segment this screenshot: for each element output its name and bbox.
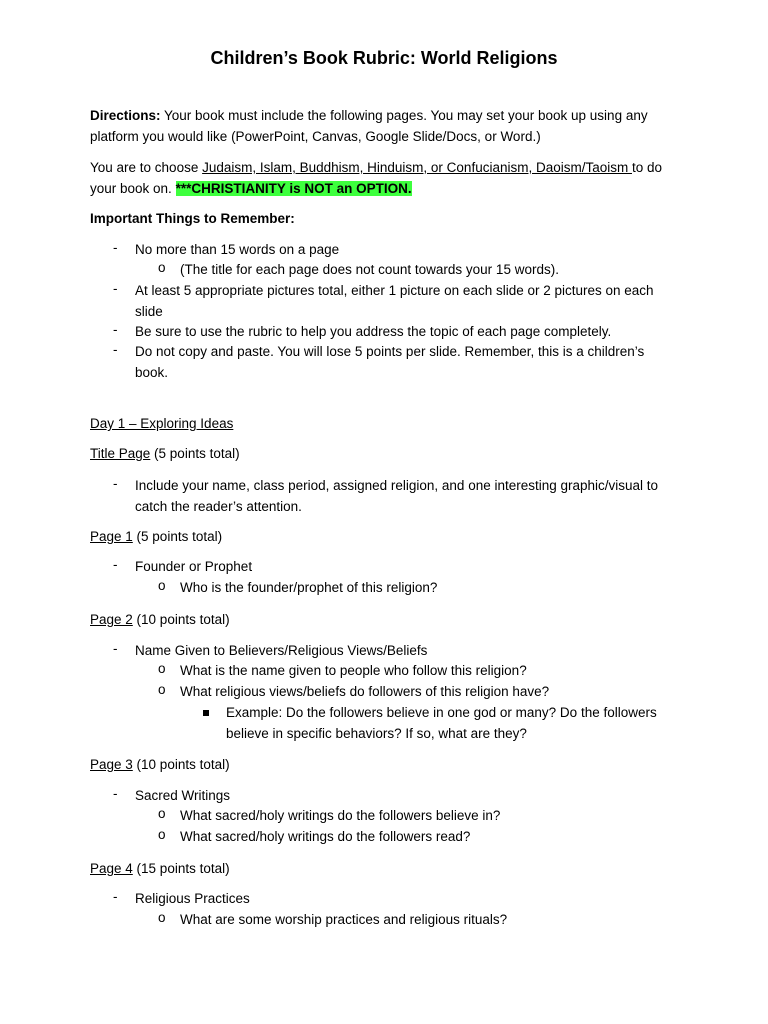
directions-paragraph [90, 106, 680, 147]
section-heading [90, 755, 680, 776]
bullet-circle: o [158, 910, 166, 925]
section-heading [90, 610, 680, 631]
section-points: (10 points total) [132, 757, 230, 772]
section-item: Founder or Prophet [135, 559, 253, 574]
remember-subitem: (The title for each page does not count towards your 15 words). [180, 262, 559, 277]
section-points: (15 points total) [132, 861, 230, 876]
remember-item: At least 5 appropriate pictures total, either 1 picture on each slide or 2 pictures on each slide [135, 283, 654, 319]
section-subitem: What are some worship practices and religious rituals? [180, 912, 508, 927]
bullet-circle: o [158, 806, 166, 821]
bullet-circle: o [158, 260, 166, 275]
section-subsubitem: Example: Do the followers believe in one god or many? Do the followers believe in specific behaviors? If so, what are they? [226, 705, 657, 741]
bullet-dash: - [113, 281, 118, 296]
section-points: (5 points total) [132, 529, 223, 544]
bullet-dash: - [113, 889, 118, 904]
section-subitem: Who is the founder/prophet of this religion? [180, 580, 438, 595]
day1-heading: Day 1 – Exploring Ideas [90, 416, 234, 431]
directions-text: Your book must include the following pages. You may set your book up using any platform you would like (PowerPoint, Canvas, Google Slide/Docs, or Word.) [90, 108, 648, 144]
section-subitem: What religious views/beliefs do followers of this religion have? [180, 684, 550, 699]
choose-prefix: You are to choose [90, 160, 203, 175]
bullet-dash: - [113, 641, 118, 656]
bullet-dash: - [113, 322, 118, 337]
document-title: Children’s Book Rubric: World Religions [210, 48, 558, 68]
section-title: Page 3 [90, 757, 133, 772]
section-item: Name Given to Believers/Religious Views/Beliefs [135, 643, 428, 658]
bullet-dash: - [113, 786, 118, 801]
section-subitem: What sacred/holy writings do the followers read? [180, 829, 471, 844]
section-title: Page 2 [90, 612, 133, 627]
section-title: Page 4 [90, 861, 133, 876]
remember-heading: Important Things to Remember: [90, 211, 295, 226]
bullet-circle: o [158, 661, 166, 676]
bullet-circle: o [158, 578, 166, 593]
religion-options: Judaism, Islam, Buddhism, Hinduism, or Confucianism, Daoism/Taoism [202, 160, 632, 175]
section-item: Sacred Writings [135, 788, 231, 803]
bullet-dash: - [113, 342, 118, 357]
remember-item: Be sure to use the rubric to help you address the topic of each page completely. [135, 324, 612, 339]
section-heading [90, 527, 680, 548]
bullet-dash: - [113, 240, 118, 255]
remember-item: No more than 15 words on a page [135, 242, 340, 257]
section-title: Page 1 [90, 529, 133, 544]
section-points: (10 points total) [132, 612, 230, 627]
christianity-warning: ***CHRISTIANITY is NOT an OPTION. [175, 180, 412, 196]
section-heading [90, 444, 680, 465]
section-points: (5 points total) [150, 446, 240, 461]
bullet-circle: o [158, 682, 166, 697]
section-heading [90, 859, 680, 880]
section-title: Title Page [90, 446, 151, 461]
section-item: Include your name, class period, assigned religion, and one interesting graphic/visual to catch the reader’s attention. [135, 478, 659, 514]
bullet-dash: - [113, 557, 118, 572]
choose-paragraph [90, 158, 680, 199]
choose-suffix: to do your book on. [90, 160, 663, 196]
bullet-dash: - [113, 476, 118, 491]
section-subitem: What sacred/holy writings do the followers believe in? [180, 808, 501, 823]
section-item: Religious Practices [135, 891, 250, 906]
bullet-circle: o [158, 827, 166, 842]
bullet-square [203, 710, 209, 716]
section-subitem: What is the name given to people who follow this religion? [180, 663, 527, 678]
directions-label: Directions: [90, 108, 161, 123]
remember-item: Do not copy and paste. You will lose 5 points per slide. Remember, this is a children’s book. [135, 344, 645, 380]
